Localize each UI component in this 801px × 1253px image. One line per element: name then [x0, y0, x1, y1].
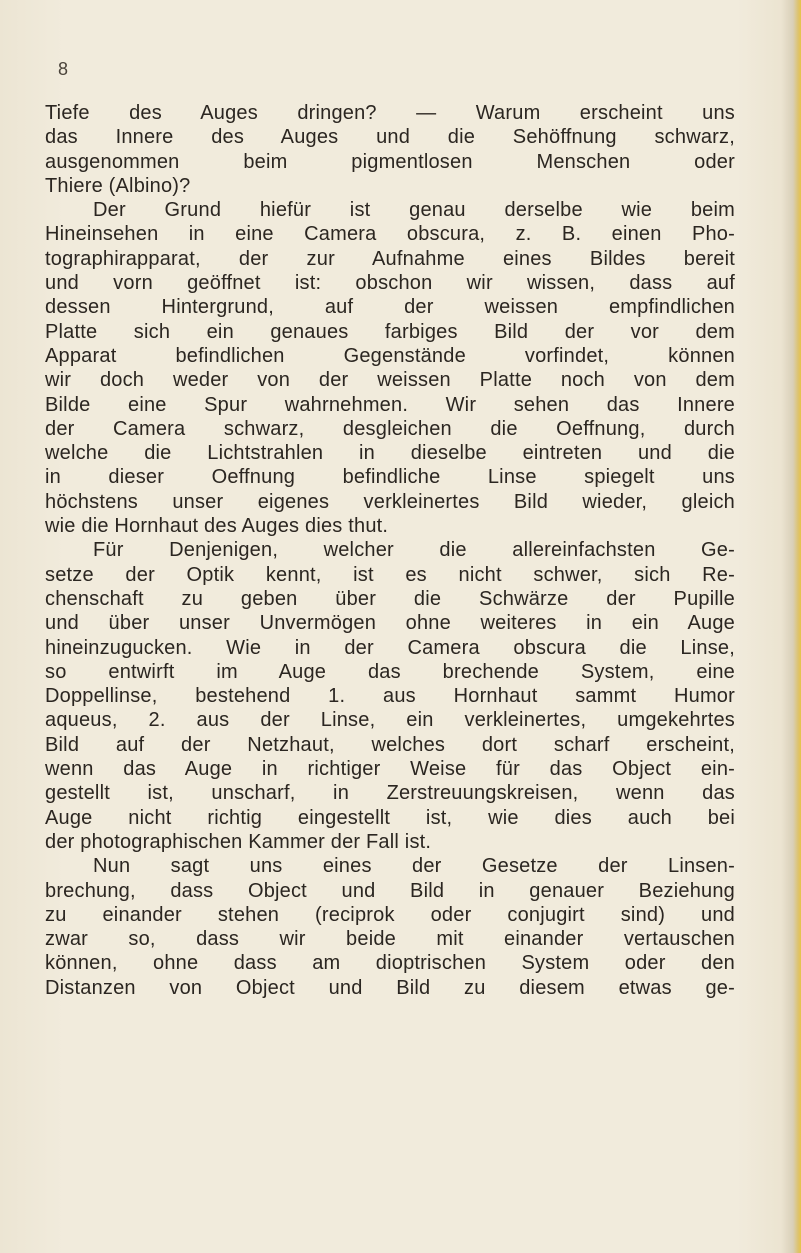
- text-line: zu einander stehen (reciprok oder conjugirt sind) und: [45, 903, 735, 926]
- text-line: setze der Optik kennt, ist es nicht schwer, sich Re-: [45, 563, 735, 586]
- text-line: können, ohne dass am dioptrischen System oder den: [45, 952, 735, 975]
- text-line: Hineinsehen in eine Camera obscura, z. B. einen Pho-: [45, 223, 735, 246]
- text-line: Auge nicht richtig eingestellt ist, wie dies auch bei: [45, 806, 735, 829]
- text-line: Distanzen von Object und Bild zu diesem etwas ge-: [45, 976, 735, 999]
- text-line: in dieser Oeffnung befindliche Linse spiegelt uns: [45, 466, 735, 489]
- text-line: Thiere (Albino)?: [45, 174, 191, 197]
- text-line: so entwirft im Auge das brechende System, eine: [45, 660, 735, 683]
- text-line: aqueus, 2. aus der Linse, ein verkleinertes, umgekehrtes: [45, 709, 735, 732]
- page-edge: [781, 0, 801, 1253]
- text-line: tographirapparat, der zur Aufnahme eines Bildes bereit: [45, 247, 735, 270]
- text-line: höchstens unser eigenes verkleinertes Bild wieder, gleich: [45, 490, 735, 513]
- page-number: 8: [58, 59, 69, 79]
- text-line: Doppellinse, bestehend 1. aus Hornhaut sammt Humor: [45, 685, 735, 708]
- text-line: ausgenommen beim pigmentlosen Menschen oder: [45, 150, 735, 173]
- text-line: Bild auf der Netzhaut, welches dort scharf erscheint,: [45, 733, 735, 756]
- text-line: brechung, dass Object und Bild in genauer Beziehung: [45, 879, 735, 902]
- text-line: Apparat befindlichen Gegenstände vorfindet, können: [45, 344, 735, 367]
- text-line: welche die Lichtstrahlen in dieselbe eintreten und die: [45, 442, 735, 465]
- text-line: Platte sich ein genaues farbiges Bild der vor dem: [45, 320, 735, 343]
- text-line: gestellt ist, unscharf, in Zerstreuungskreisen, wenn das: [45, 782, 735, 805]
- text-line: wenn das Auge in richtiger Weise für das Object ein-: [45, 758, 735, 781]
- text-line: chenschaft zu geben über die Schwärze der Pupille: [45, 587, 735, 610]
- text-line: wie die Hornhaut des Auges dies thut.: [45, 515, 389, 538]
- text-line: hineinzugucken. Wie in der Camera obscura die Linse,: [45, 636, 735, 659]
- text-line: wir doch weder von der weissen Platte noch von dem: [45, 369, 735, 392]
- text-line: der photographischen Kammer der Fall ist.: [45, 830, 432, 853]
- text-line: Für Denjenigen, welcher die allereinfachsten Ge-: [93, 539, 735, 562]
- text-line: der Camera schwarz, desgleichen die Oeffnung, durch: [45, 417, 735, 440]
- text-line: dessen Hintergrund, auf der weissen empfindlichen: [45, 296, 735, 319]
- text-line: Tiefe des Auges dringen? — Warum erscheint uns: [45, 102, 735, 124]
- text-line: Nun sagt uns eines der Gesetze der Linsen-: [93, 855, 735, 878]
- text-line: Der Grund hiefür ist genau derselbe wie beim: [93, 199, 735, 222]
- text-line: das Innere des Auges und die Sehöffnung schwarz,: [45, 126, 735, 149]
- text-line: und über unser Unvermögen ohne weiteres in ein Auge: [45, 612, 735, 635]
- text-line: und vorn geöffnet ist: obschon wir wissen, dass auf: [45, 272, 735, 295]
- text-line: zwar so, dass wir beide mit einander vertauschen: [45, 928, 735, 951]
- text-line: Bilde eine Spur wahrnehmen. Wir sehen das Innere: [45, 393, 735, 416]
- body-text: [45, 101, 735, 1000]
